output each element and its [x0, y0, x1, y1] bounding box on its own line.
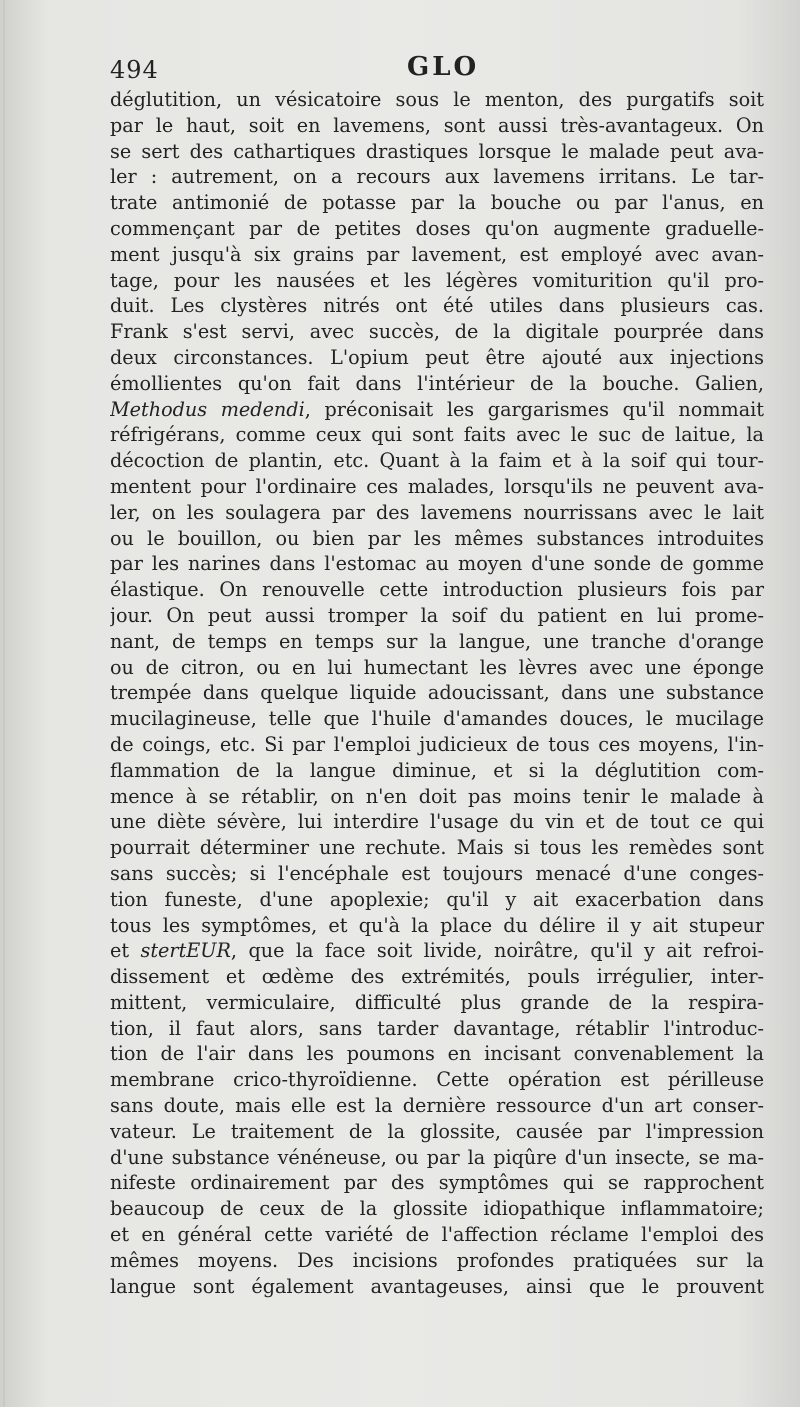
- text-line: duit. Les clystères nitrés ont été utiles dans plusieurs cas.: [110, 294, 764, 318]
- text-line: par le haut, soit en lavemens, sont aussi très-avantageux. On: [110, 113, 764, 137]
- text-line: ment jusqu'à six grains par lavement, est employé avec avan-: [110, 242, 764, 266]
- text-line: mittent, vermiculaire, difficulté plus grande de la respira-: [110, 990, 764, 1014]
- text-line: tion de l'air dans les poumons en incisant convenablement la: [110, 1042, 764, 1066]
- text-line: tion, il faut alors, sans tarder davantage, rétablir l'introduc-: [110, 1016, 764, 1040]
- text-line: mêmes moyens. Des incisions profondes pratiquées sur la: [110, 1248, 764, 1272]
- text-line: d'une substance vénéneuse, ou par la piqûre d'un insecte, se ma-: [110, 1145, 764, 1169]
- text-line: Frank s'est servi, avec succès, de la digitale pourprée dans: [110, 320, 764, 344]
- running-head: GLO: [407, 52, 480, 82]
- text-line: langue sont également avantageuses, ainsi que le prouvent: [110, 1274, 764, 1298]
- text-line: ler, on les soulagera par des lavemens nourrissans avec le lait: [110, 500, 764, 524]
- text-line: pourrait déterminer une rechute. Mais si tous les remèdes sont: [110, 836, 764, 860]
- text-line: trate antimonié de potasse par la bouche ou par l'anus, en: [110, 191, 764, 215]
- text-line: et stertEUR, que la face soit livide, noirâtre, qu'il y ait refroi-: [110, 939, 764, 963]
- italic-phrase: stertEUR: [140, 939, 231, 963]
- text-line: réfrigérans, comme ceux qui sont faits avec le suc de laitue, la: [110, 423, 764, 447]
- text-line: ou le bouillon, ou bien par les mêmes substances introduites: [110, 526, 764, 550]
- body-text: [110, 87, 764, 1299]
- text-line: ou de citron, ou en lui humectant les lèvres avec une éponge: [110, 655, 764, 679]
- text-line: mence à se rétablir, on n'en doit pas moins tenir le malade à: [110, 784, 764, 808]
- text-line: déglutition, un vésicatoire sous le menton, des purgatifs soit: [110, 88, 764, 111]
- page-number: 494: [110, 56, 159, 84]
- text-line: Methodus medendi, préconisait les gargarismes qu'il nommait: [110, 397, 764, 421]
- text-line: par les narines dans l'estomac au moyen d'une sonde de gomme: [110, 552, 764, 576]
- text-line: dissement et œdème des extrémités, pouls irrégulier, inter-: [110, 965, 764, 989]
- text-line: de coings, etc. Si par l'emploi judicieux de tous ces moyens, l'in-: [110, 732, 764, 756]
- text-line: deux circonstances. L'opium peut être ajouté aux injections: [110, 345, 764, 369]
- text-line: sans doute, mais elle est la dernière ressource d'un art conser-: [110, 1094, 764, 1118]
- text-line: membrane crico-thyroïdienne. Cette opération est périlleuse: [110, 1068, 764, 1092]
- page-edge-shadow: [3, 0, 5, 1407]
- text-line: se sert des cathartiques drastiques lorsque le malade peut ava-: [110, 139, 764, 163]
- italic-phrase: Methodus medendi: [110, 397, 305, 421]
- text-line: tage, pour les nausées et les légères vomiturition qu'il pro-: [110, 268, 764, 292]
- text-line: ler : autrement, on a recours aux lavemens irritans. Le tar-: [110, 165, 764, 189]
- text-line: tous les symptômes, et qu'à la place du délire il y ait stupeur: [110, 913, 764, 937]
- text-line: commençant par de petites doses qu'on augmente graduelle-: [110, 216, 764, 240]
- text-line: vateur. Le traitement de la glossite, causée par l'impression: [110, 1119, 764, 1143]
- text-line: une diète sévère, lui interdire l'usage du vin et de tout ce qui: [110, 810, 764, 834]
- text-line: décoction de plantin, etc. Quant à la faim et à la soif qui tour-: [110, 449, 764, 473]
- text-line: et en général cette variété de l'affection réclame l'emploi des: [110, 1223, 764, 1247]
- text-line: émollientes qu'on fait dans l'intérieur de la bouche. Galien,: [110, 371, 764, 395]
- text-line: jour. On peut aussi tromper la soif du patient en lui prome-: [110, 603, 764, 627]
- page-header: [110, 50, 764, 84]
- text-line: nant, de temps en temps sur la langue, une tranche d'orange: [110, 629, 764, 653]
- text-line: sans succès; si l'encéphale est toujours menacé d'une conges-: [110, 861, 764, 885]
- text-line: trempée dans quelque liquide adoucissant, dans une substance: [110, 681, 764, 705]
- text-line: nifeste ordinairement par des symptômes qui se rapprochent: [110, 1171, 764, 1195]
- text-line: tion funeste, d'une apoplexie; qu'il y ait exacerbation dans: [110, 887, 764, 911]
- text-line: beaucoup de ceux de la glossite idiopathique inflammatoire;: [110, 1197, 764, 1221]
- text-line: flammation de la langue diminue, et si la déglutition com-: [110, 758, 764, 782]
- text-line: élastique. On renouvelle cette introduction plusieurs fois par: [110, 578, 764, 602]
- text-line: mucilagineuse, telle que l'huile d'amandes douces, le mucilage: [110, 707, 764, 731]
- text-line: mentent pour l'ordinaire ces malades, lorsqu'ils ne peuvent ava-: [110, 474, 764, 498]
